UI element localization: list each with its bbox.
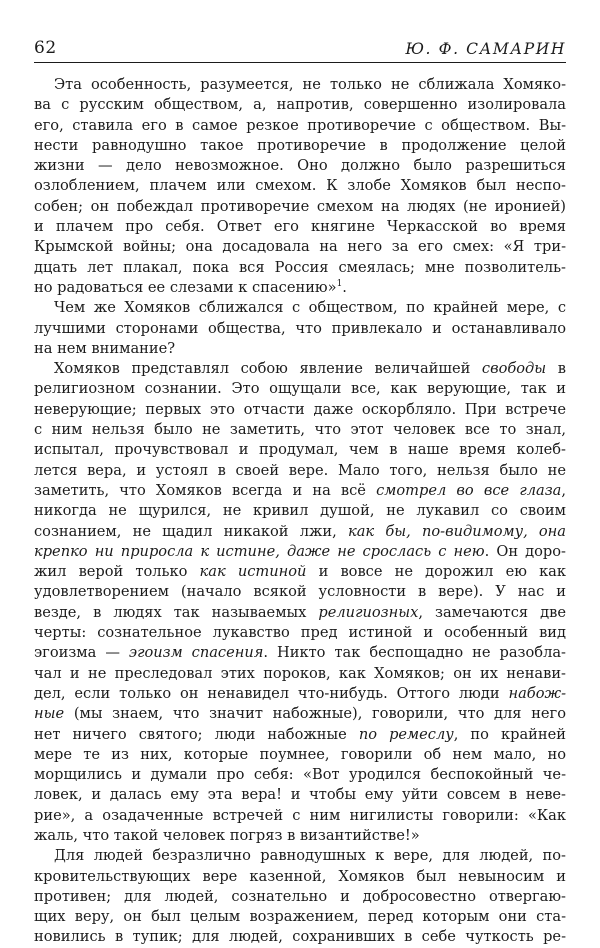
text-line: новились в тупик; для людей, сохранивших в себе чуткость ре- (34, 928, 566, 946)
text-line: морщились и думали про себя: «Вот уродился беспокойный че- (34, 766, 566, 784)
text-line: испытал, прочувствовал и продумал, чем в наше время колеб- (34, 441, 566, 459)
running-title: Ю. Ф. САМАРИН (405, 40, 566, 58)
text-line: лется вера, и устоял в своей вере. Мало того, нельзя было не (34, 461, 566, 479)
text-line: нет ничего святого; люди набожные по ремеслу, по крайней (34, 725, 566, 743)
text-line: Чем же Хомяков сближался с обществом, по крайней мере, с (54, 299, 566, 317)
page-header (34, 34, 566, 63)
text-line: никогда не щурился, не кривил душой, не лукавил со своим (34, 502, 566, 520)
text-line: везде, в людях так называемых религиозных, замечаются две (34, 603, 566, 621)
text-line: ные (мы знаем, что значит набожные), говорили, что для него (34, 705, 566, 723)
paragraph-3 (34, 359, 566, 846)
text-line: на нем внимание? (34, 339, 176, 357)
page-number: 62 (34, 38, 57, 58)
text-line: мере те из них, которые поумнее, говорили об нем мало, но (34, 745, 566, 763)
text-line: жаль, что такой человек погряз в византийстве!» (34, 826, 420, 844)
text-line: лучшими сторонами общества, что привлекало и останавливало (34, 319, 566, 337)
text-line: ловек, и далась ему эта вера! и чтобы ему уйти совсем в неве- (34, 786, 566, 804)
text-line: Для людей безразлично равнодушных к вере, для людей, по- (54, 847, 566, 865)
text-line: озлоблением, плачем или смехом. К злобе Хомяков был неспо- (34, 177, 566, 195)
paragraph-4 (34, 846, 566, 947)
text-line: неверующие; первых это отчасти даже оскорбляло. При встрече (34, 400, 566, 418)
text-line: дцать лет плакал, пока вся Россия смеялась; мне позволитель- (34, 258, 566, 276)
text-line: кровительствующих вере казенной, Хомяков был невыносим и (34, 867, 566, 885)
text-line: но радоваться ее слезами к спасению»$^1$. (34, 278, 347, 296)
text-line: чал и не преследовал этих пороков, как Хомяков; он их ненави- (34, 664, 566, 682)
text-line: щих веру, он был целым возражением, перед которым они ста- (34, 908, 566, 926)
text-line: сознанием, не щадил никакой лжи, как бы, по-видимому, она (34, 522, 566, 540)
text-line: собен; он побеждал противоречие смехом на людях (не иронией) (34, 197, 566, 215)
text-line: черты: сознательное лукавство пред истиной и особенный вид (34, 624, 566, 642)
text-line: противен; для людей, сознательно и добросовестно отвергаю- (34, 887, 566, 905)
text-line: и плачем про себя. Ответ его княгине Черкасской во время (34, 218, 566, 236)
text-line: Хомяков представлял собою явление величайшей свободы в (54, 360, 567, 378)
text-line-content: но радоваться ее слезами к спасению» (34, 278, 337, 296)
text-line: эгоизма — эгоизм спасения. Никто так беспощадно не разобла- (34, 644, 566, 662)
footnote-ref: 1 (336, 278, 343, 289)
text-line: рие», а озадаченные встречей с ним нигилисты говорили: «Как (34, 806, 566, 824)
text-line: его, ставила его в самое резкое противоречие с обществом. Вы- (34, 116, 566, 134)
text-line: дел, если только он ненавидел что-нибудь. Оттого люди набож- (34, 684, 566, 702)
text-line: заметить, что Хомяков всегда и на всё смотрел во все глаза, (34, 481, 566, 499)
text-line: крепко ни приросла к истине, даже не срослась с нею. Он доро- (34, 542, 566, 560)
text-line: нести равнодушно такое противоречие в продолжение целой (34, 136, 566, 154)
text-line: удовлетворением (начало всякой условности в вере). У нас и (34, 583, 566, 601)
text-line: религиозном сознании. Это ощущали все, как верующие, так и (34, 380, 566, 398)
text-line: Эта особенность, разумеется, не только не сближала Хомяко- (54, 76, 566, 93)
paragraph-1 (34, 75, 566, 298)
text-line: Крымской войны; она досадовала на него за его смех: «Я три- (34, 238, 566, 256)
paragraph-2 (34, 298, 566, 359)
text-line: с ним нельзя было не заметить, что этот человек все то знал, (34, 421, 566, 439)
body-text (34, 75, 566, 948)
text-line: ва с русским обществом, а, напротив, совершенно изолировала (34, 96, 566, 114)
text-line: жизни — дело невозможное. Оно должно было разрешиться (34, 157, 566, 175)
text-line: жил верой только как истиной и вовсе не дорожил ею как (34, 563, 567, 581)
